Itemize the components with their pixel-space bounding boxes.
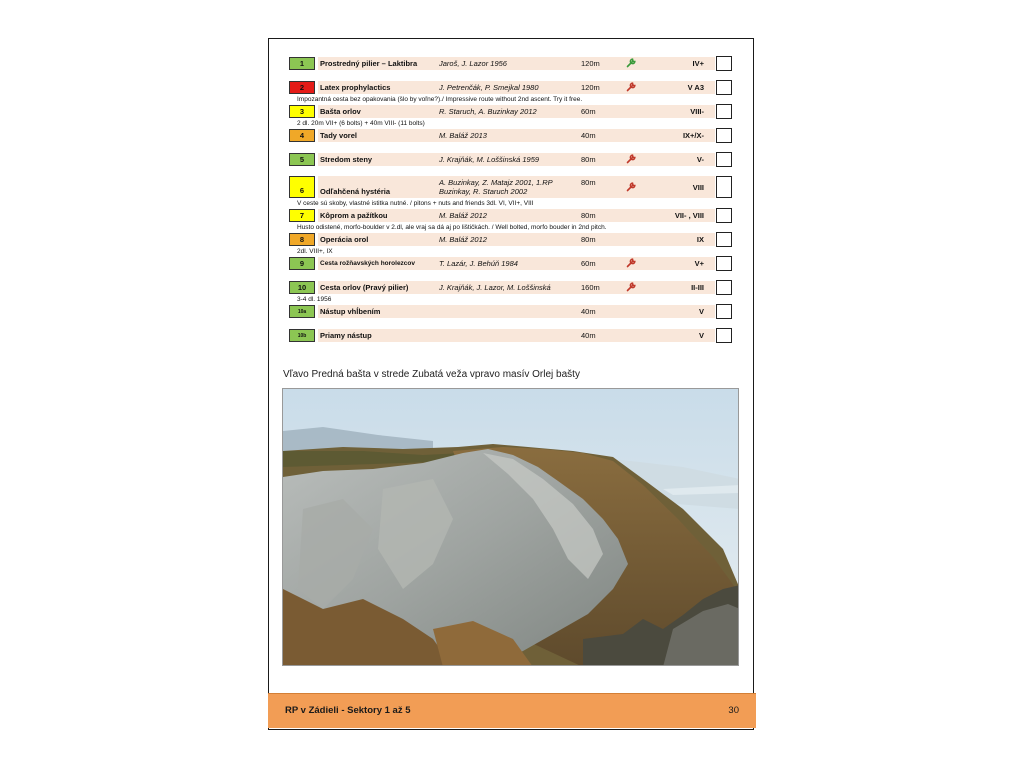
route-number-badge: 7 bbox=[289, 209, 315, 222]
route-number-badge: 2 bbox=[289, 81, 315, 94]
route-length: 40m bbox=[581, 131, 596, 140]
route-name: Priamy nástup bbox=[320, 331, 372, 340]
route-number-badge: 8 bbox=[289, 233, 315, 246]
route-length: 60m bbox=[581, 107, 596, 116]
route-length: 40m bbox=[581, 307, 596, 316]
route-length: 80m bbox=[581, 235, 596, 244]
route-name: Bašta orlov bbox=[320, 107, 361, 116]
route-name: Latex prophylactics bbox=[320, 83, 391, 92]
route-grade: II-III bbox=[691, 283, 704, 292]
route-grade: IX bbox=[696, 235, 704, 244]
route-spacer bbox=[289, 144, 732, 152]
route-length: 80m bbox=[581, 211, 596, 220]
limestone-cliff-image bbox=[283, 389, 739, 666]
route-row bbox=[289, 328, 732, 344]
route-name: Kôprom a pažítkou bbox=[320, 211, 388, 220]
route-length: 120m bbox=[581, 83, 600, 92]
route-authors: M. Baláž 2013 bbox=[439, 131, 487, 140]
photo-caption: Vľavo Predná bašta v strede Zubatá veža vpravo masív Orlej bašty bbox=[283, 369, 580, 380]
route-note: 2dl. VIII+, IX bbox=[297, 248, 333, 255]
route-checkbox[interactable] bbox=[716, 256, 732, 271]
route-band bbox=[318, 329, 715, 342]
route-checkbox[interactable] bbox=[716, 128, 732, 143]
route-name: Nástup vhĺbením bbox=[320, 307, 381, 316]
route-name: Odľahčená hystéria bbox=[320, 187, 391, 196]
route-table bbox=[289, 56, 732, 352]
guidebook-page bbox=[268, 38, 754, 730]
route-grade: V+ bbox=[694, 259, 704, 268]
route-number-badge: 10 bbox=[289, 281, 315, 294]
route-grade: VIII bbox=[692, 183, 704, 192]
route-row bbox=[289, 128, 732, 144]
route-number-badge: 1 bbox=[289, 57, 315, 70]
route-checkbox[interactable] bbox=[716, 152, 732, 167]
route-row bbox=[289, 80, 732, 96]
red-wrench-icon bbox=[626, 154, 636, 164]
route-row bbox=[289, 152, 732, 168]
route-authors: M. Baláž 2012 bbox=[439, 235, 487, 244]
route-number-badge: 10b bbox=[289, 329, 315, 342]
route-name: Cesta rožňavských horolezcov bbox=[320, 260, 416, 267]
route-row bbox=[289, 208, 732, 224]
red-wrench-icon bbox=[626, 82, 636, 92]
route-row bbox=[289, 304, 732, 320]
red-wrench-icon bbox=[626, 282, 636, 292]
route-number-badge: 9 bbox=[289, 257, 315, 270]
route-row bbox=[289, 280, 732, 296]
route-row bbox=[289, 232, 732, 248]
route-checkbox[interactable] bbox=[716, 104, 732, 119]
route-authors: T. Lazár, J. Behúň 1984 bbox=[439, 259, 518, 268]
route-note: 3-4 dl. 1956 bbox=[297, 296, 332, 303]
route-grade: IX+/X- bbox=[682, 131, 704, 140]
route-number-badge: 5 bbox=[289, 153, 315, 166]
route-grade: V A3 bbox=[687, 83, 704, 92]
route-name: Tady vorel bbox=[320, 131, 357, 140]
route-authors: Jaroš, J. Lazor 1956 bbox=[439, 59, 507, 68]
route-spacer bbox=[289, 272, 732, 280]
route-name: Cesta orlov (Pravý pilier) bbox=[320, 283, 409, 292]
route-grade: IV+ bbox=[692, 59, 704, 68]
route-checkbox[interactable] bbox=[716, 80, 732, 95]
route-length: 120m bbox=[581, 59, 600, 68]
route-authors: J. Krajňák, J. Lazor, M. Loššinská bbox=[439, 283, 551, 292]
route-authors: A. Buzinkay, Z. Matajz 2001, 1.RP Buzinkay, R. Staruch 2002 bbox=[439, 178, 553, 196]
page-number: 30 bbox=[728, 705, 739, 716]
route-note: V ceste sú skoby, vlastné istitka nutné. / pitons + nuts and friends 3dl. VI, VII+, VIII bbox=[297, 200, 534, 207]
route-checkbox[interactable] bbox=[716, 280, 732, 295]
route-length: 60m bbox=[581, 259, 596, 268]
route-length: 80m bbox=[581, 178, 596, 187]
route-name: Operácia orol bbox=[320, 235, 369, 244]
route-spacer bbox=[289, 320, 732, 328]
red-wrench-icon bbox=[626, 182, 636, 192]
route-checkbox[interactable] bbox=[716, 176, 732, 198]
route-grade: V bbox=[698, 307, 704, 316]
route-spacer bbox=[289, 72, 732, 80]
route-grade: V bbox=[698, 331, 704, 340]
route-row bbox=[289, 256, 732, 272]
route-number-badge: 6 bbox=[289, 176, 315, 198]
route-length: 40m bbox=[581, 331, 596, 340]
route-authors: J. Krajňák, M. Loššinská 1959 bbox=[439, 155, 540, 164]
route-spacer bbox=[289, 344, 732, 352]
route-grade: V- bbox=[696, 155, 704, 164]
page-footer bbox=[268, 693, 756, 728]
route-name: Prostredný pilier – Laktibra bbox=[320, 59, 418, 68]
route-checkbox[interactable] bbox=[716, 56, 732, 71]
route-row bbox=[289, 176, 732, 200]
red-wrench-icon bbox=[626, 258, 636, 268]
route-length: 80m bbox=[581, 155, 596, 164]
green-wrench-icon bbox=[626, 58, 636, 68]
route-note: Husto odistené, morfo-boulder v 2.dl, ale vraj sa dá aj po lištičkách. / Well bolted, morfo bouder in 2nd pitch. bbox=[297, 224, 607, 231]
route-name: Stredom steny bbox=[320, 155, 373, 164]
route-checkbox[interactable] bbox=[716, 232, 732, 247]
route-grade: VII- , VIII bbox=[674, 211, 704, 220]
route-grade: VIII- bbox=[690, 107, 704, 116]
route-length: 160m bbox=[581, 283, 600, 292]
route-number-badge: 4 bbox=[289, 129, 315, 142]
canyon-photo bbox=[282, 388, 739, 666]
route-spacer bbox=[289, 168, 732, 176]
route-number-badge: 10a bbox=[289, 305, 315, 318]
route-checkbox[interactable] bbox=[716, 208, 732, 223]
route-number-badge: 3 bbox=[289, 105, 315, 118]
route-row bbox=[289, 56, 732, 72]
route-authors: J. Petrenčák, P. Smejkal 1980 bbox=[439, 83, 539, 92]
route-note: 2 dl. 20m VII+ (6 bolts) + 40m VIII- (11 bolts) bbox=[297, 120, 425, 127]
route-note: Impozantná cesta bez opakovania (šlo by voľne?)./ Impressive route without 2nd ascent. Try it free. bbox=[297, 96, 583, 103]
route-checkbox[interactable] bbox=[716, 304, 732, 319]
footer-title: RP v Zádieli - Sektory 1 až 5 bbox=[285, 705, 411, 716]
route-authors: M. Baláž 2012 bbox=[439, 211, 487, 220]
route-row bbox=[289, 104, 732, 120]
route-checkbox[interactable] bbox=[716, 328, 732, 343]
route-authors: R. Staruch, A. Buzinkay 2012 bbox=[439, 107, 537, 116]
